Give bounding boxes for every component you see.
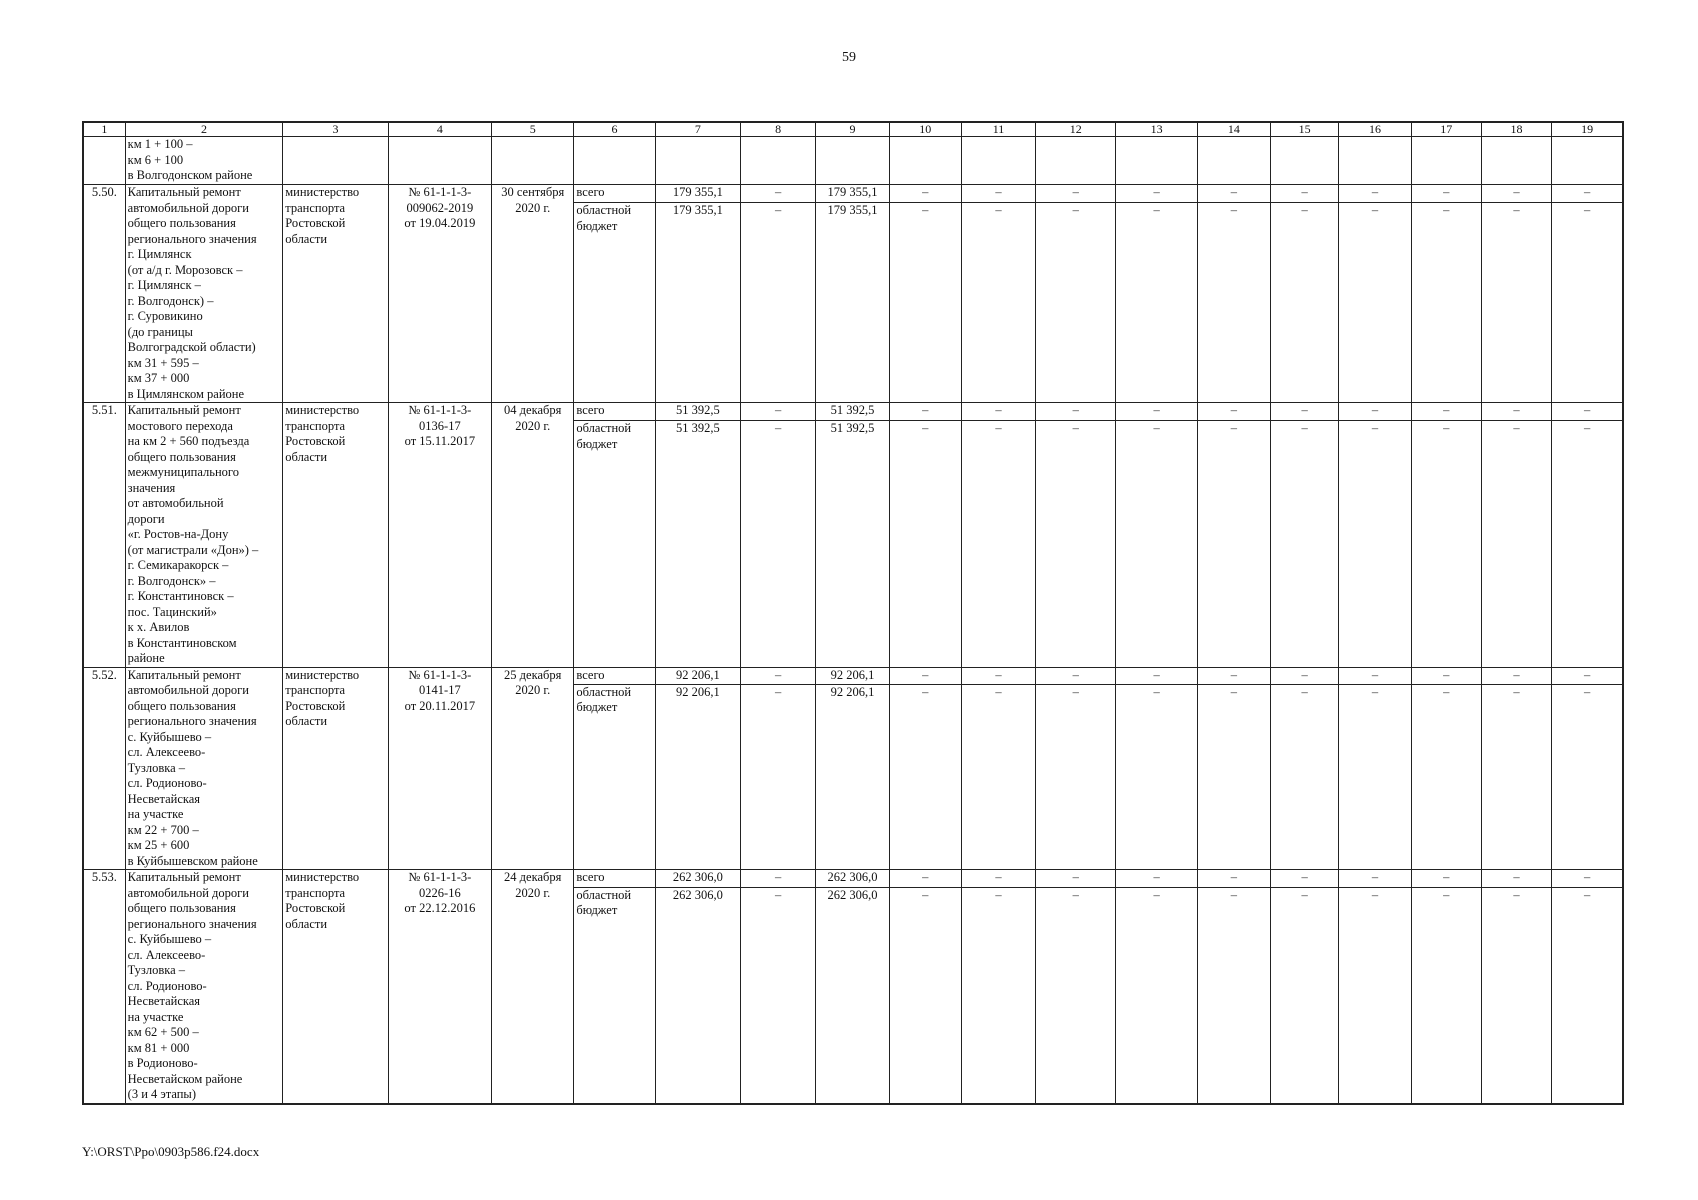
budget-value-col-15: – <box>1271 203 1339 403</box>
deadline-date: 04 декабря 2020 г. <box>492 403 574 668</box>
responsible-org: министерство транспорта Ростовской области <box>283 403 388 668</box>
row-number: 5.52. <box>83 667 125 870</box>
total-value-col-12: – <box>1036 185 1116 203</box>
budget-value-col-12: – <box>1036 684 1116 869</box>
total-value-col-9: 179 355,1 <box>816 185 889 203</box>
total-value-col-11: – <box>961 403 1035 421</box>
total-value-col-7: 179 355,1 <box>655 185 740 203</box>
column-number-12: 12 <box>1036 122 1116 137</box>
column-number-7: 7 <box>655 122 740 137</box>
budget-value-col-12: – <box>1036 203 1116 403</box>
budget-value-col-11: – <box>961 684 1035 869</box>
total-value-col-13: – <box>1116 870 1197 888</box>
funding-source-budget: областной бюджет <box>574 887 655 1103</box>
total-value-col-11: – <box>961 870 1035 888</box>
budget-value-col-11: – <box>961 203 1035 403</box>
object-name: Капитальный ремонт мостового перехода на км 2 + 560 подъезда общего пользования межмуниципального значения от автомобильной дороги «г. Ростов-на-Дону (от магистрали «Дон») – г. Семикаракорск – г. Волгодонск» – г. Константиновск – пос. Тацинский» к х. Авилов в Константиновском районе <box>125 403 283 668</box>
table-row <box>83 870 1623 888</box>
column-number-6: 6 <box>574 122 655 137</box>
total-value-col-14: – <box>1197 667 1270 684</box>
budget-value-col-7: 92 206,1 <box>655 684 740 869</box>
budget-value-col-19: – <box>1552 887 1623 1103</box>
continuation-row <box>83 137 1623 185</box>
budget-value-col-15: – <box>1271 684 1339 869</box>
budget-value-col-17: – <box>1411 421 1481 667</box>
funding-source-total: всего <box>574 185 655 203</box>
budget-value-col-9: 92 206,1 <box>816 684 889 869</box>
column-number-16: 16 <box>1339 122 1411 137</box>
total-value-col-10: – <box>889 870 961 888</box>
column-number-15: 15 <box>1271 122 1339 137</box>
row-number: 5.50. <box>83 185 125 403</box>
total-value-col-19: – <box>1552 403 1623 421</box>
budget-value-col-19: – <box>1552 684 1623 869</box>
budget-value-col-10: – <box>889 887 961 1103</box>
budget-value-col-17: – <box>1411 684 1481 869</box>
total-value-col-12: – <box>1036 667 1116 684</box>
funding-source-budget: областной бюджет <box>574 203 655 403</box>
object-name: Капитальный ремонт автомобильной дороги общего пользования регионального значения г. Цимлянск (от а/д г. Морозовск – г. Цимлянск – г. Волгодонск) – г. Суровикино (до границы Волгоградской области) км 31 + 595 – км 37 + 000 в Цимлянском районе <box>125 185 283 403</box>
total-value-col-11: – <box>961 667 1035 684</box>
total-value-col-16: – <box>1339 667 1411 684</box>
expertise-doc: № 61-1-1-3- 0226-16 от 22.12.2016 <box>388 870 491 1104</box>
total-value-col-14: – <box>1197 403 1270 421</box>
total-value-col-18: – <box>1481 185 1551 203</box>
budget-value-col-12: – <box>1036 887 1116 1103</box>
funding-source-total: всего <box>574 870 655 888</box>
budget-value-col-14: – <box>1197 887 1270 1103</box>
total-value-col-17: – <box>1411 870 1481 888</box>
column-number-5: 5 <box>492 122 574 137</box>
total-value-col-11: – <box>961 185 1035 203</box>
column-number-14: 14 <box>1197 122 1270 137</box>
total-value-col-8: – <box>741 870 816 888</box>
deadline-date: 30 сентября 2020 г. <box>492 185 574 403</box>
responsible-org: министерство транспорта Ростовской области <box>283 870 388 1104</box>
column-number-8: 8 <box>741 122 816 137</box>
total-value-col-19: – <box>1552 185 1623 203</box>
total-value-col-17: – <box>1411 403 1481 421</box>
budget-value-col-10: – <box>889 421 961 667</box>
total-value-col-8: – <box>741 403 816 421</box>
column-number-1: 1 <box>83 122 125 137</box>
budget-value-col-13: – <box>1116 421 1197 667</box>
budget-value-col-16: – <box>1339 203 1411 403</box>
column-number-19: 19 <box>1552 122 1623 137</box>
column-number-10: 10 <box>889 122 961 137</box>
column-number-2: 2 <box>125 122 283 137</box>
total-value-col-18: – <box>1481 403 1551 421</box>
column-number-17: 17 <box>1411 122 1481 137</box>
total-value-col-17: – <box>1411 185 1481 203</box>
total-value-col-15: – <box>1271 870 1339 888</box>
total-value-col-7: 262 306,0 <box>655 870 740 888</box>
total-value-col-19: – <box>1552 870 1623 888</box>
expertise-doc: № 61-1-1-3- 009062-2019 от 19.04.2019 <box>388 185 491 403</box>
total-value-col-8: – <box>741 667 816 684</box>
budget-value-col-12: – <box>1036 421 1116 667</box>
budget-value-col-7: 179 355,1 <box>655 203 740 403</box>
budget-value-col-14: – <box>1197 203 1270 403</box>
column-number-11: 11 <box>961 122 1035 137</box>
continuation-text: км 1 + 100 – км 6 + 100 в Волгодонском районе <box>125 137 283 185</box>
total-value-col-9: 262 306,0 <box>816 870 889 888</box>
budget-value-col-7: 51 392,5 <box>655 421 740 667</box>
budget-value-col-18: – <box>1481 684 1551 869</box>
table-row <box>83 667 1623 684</box>
total-value-col-16: – <box>1339 870 1411 888</box>
budget-value-col-16: – <box>1339 421 1411 667</box>
total-value-col-8: – <box>741 185 816 203</box>
total-value-col-7: 51 392,5 <box>655 403 740 421</box>
total-value-col-14: – <box>1197 870 1270 888</box>
column-number-3: 3 <box>283 122 388 137</box>
funding-source-budget: областной бюджет <box>574 684 655 869</box>
row-number: 5.53. <box>83 870 125 1104</box>
total-value-col-16: – <box>1339 185 1411 203</box>
total-value-col-9: 51 392,5 <box>816 403 889 421</box>
funding-source-budget: областной бюджет <box>574 421 655 667</box>
budget-value-col-7: 262 306,0 <box>655 887 740 1103</box>
total-value-col-13: – <box>1116 185 1197 203</box>
budget-value-col-8: – <box>741 684 816 869</box>
object-name: Капитальный ремонт автомобильной дороги общего пользования регионального значения с. Куйбышево – сл. Алексеево- Тузловка – сл. Родионово- Несветайская на участке км 22 + 700 – км 25 + 600 в Куйбышевском районе <box>125 667 283 870</box>
budget-value-col-19: – <box>1552 203 1623 403</box>
column-number-13: 13 <box>1116 122 1197 137</box>
budget-value-col-11: – <box>961 887 1035 1103</box>
funding-source-total: всего <box>574 403 655 421</box>
budget-value-col-14: – <box>1197 421 1270 667</box>
expertise-doc: № 61-1-1-3- 0136-17 от 15.11.2017 <box>388 403 491 668</box>
program-table <box>82 121 1624 1105</box>
budget-value-col-16: – <box>1339 887 1411 1103</box>
budget-value-col-18: – <box>1481 421 1551 667</box>
budget-value-col-8: – <box>741 203 816 403</box>
budget-value-col-17: – <box>1411 887 1481 1103</box>
responsible-org: министерство транспорта Ростовской области <box>283 667 388 870</box>
total-value-col-16: – <box>1339 403 1411 421</box>
total-value-col-18: – <box>1481 667 1551 684</box>
page-number: 59 <box>842 50 856 65</box>
budget-value-col-18: – <box>1481 203 1551 403</box>
budget-value-col-15: – <box>1271 421 1339 667</box>
total-value-col-15: – <box>1271 403 1339 421</box>
total-value-col-10: – <box>889 185 961 203</box>
budget-value-col-13: – <box>1116 684 1197 869</box>
total-value-col-10: – <box>889 667 961 684</box>
budget-value-col-16: – <box>1339 684 1411 869</box>
deadline-date: 24 декабря 2020 г. <box>492 870 574 1104</box>
funding-source-total: всего <box>574 667 655 684</box>
total-value-col-18: – <box>1481 870 1551 888</box>
total-value-col-12: – <box>1036 403 1116 421</box>
table-row <box>83 185 1623 203</box>
budget-value-col-10: – <box>889 203 961 403</box>
total-value-col-13: – <box>1116 403 1197 421</box>
file-path-footer: Y:\ORST\Ppo\0903p586.f24.docx <box>82 1144 260 1159</box>
column-number-row <box>83 122 1623 137</box>
budget-value-col-10: – <box>889 684 961 869</box>
budget-value-col-8: – <box>741 421 816 667</box>
total-value-col-10: – <box>889 403 961 421</box>
column-number-4: 4 <box>388 122 491 137</box>
budget-value-col-14: – <box>1197 684 1270 869</box>
total-value-col-12: – <box>1036 870 1116 888</box>
budget-value-col-13: – <box>1116 887 1197 1103</box>
total-value-col-9: 92 206,1 <box>816 667 889 684</box>
budget-value-col-11: – <box>961 421 1035 667</box>
table-row <box>83 403 1623 421</box>
expertise-doc: № 61-1-1-3- 0141-17 от 20.11.2017 <box>388 667 491 870</box>
responsible-org: министерство транспорта Ростовской области <box>283 185 388 403</box>
budget-value-col-8: – <box>741 887 816 1103</box>
budget-value-col-9: 262 306,0 <box>816 887 889 1103</box>
total-value-col-7: 92 206,1 <box>655 667 740 684</box>
total-value-col-15: – <box>1271 185 1339 203</box>
budget-value-col-18: – <box>1481 887 1551 1103</box>
budget-value-col-13: – <box>1116 203 1197 403</box>
deadline-date: 25 декабря 2020 г. <box>492 667 574 870</box>
total-value-col-19: – <box>1552 667 1623 684</box>
budget-value-col-15: – <box>1271 887 1339 1103</box>
budget-value-col-9: 51 392,5 <box>816 421 889 667</box>
total-value-col-15: – <box>1271 667 1339 684</box>
column-number-18: 18 <box>1481 122 1551 137</box>
total-value-col-13: – <box>1116 667 1197 684</box>
total-value-col-14: – <box>1197 185 1270 203</box>
budget-value-col-17: – <box>1411 203 1481 403</box>
object-name: Капитальный ремонт автомобильной дороги общего пользования регионального значения с. Куйбышево – сл. Алексеево- Тузловка – сл. Родионово- Несветайская на участке км 62 + 500 – км 81 + 000 в Родионово- Несветайском районе (3 и 4 этапы) <box>125 870 283 1104</box>
row-number: 5.51. <box>83 403 125 668</box>
budget-value-col-19: – <box>1552 421 1623 667</box>
column-number-9: 9 <box>816 122 889 137</box>
budget-value-col-9: 179 355,1 <box>816 203 889 403</box>
total-value-col-17: – <box>1411 667 1481 684</box>
